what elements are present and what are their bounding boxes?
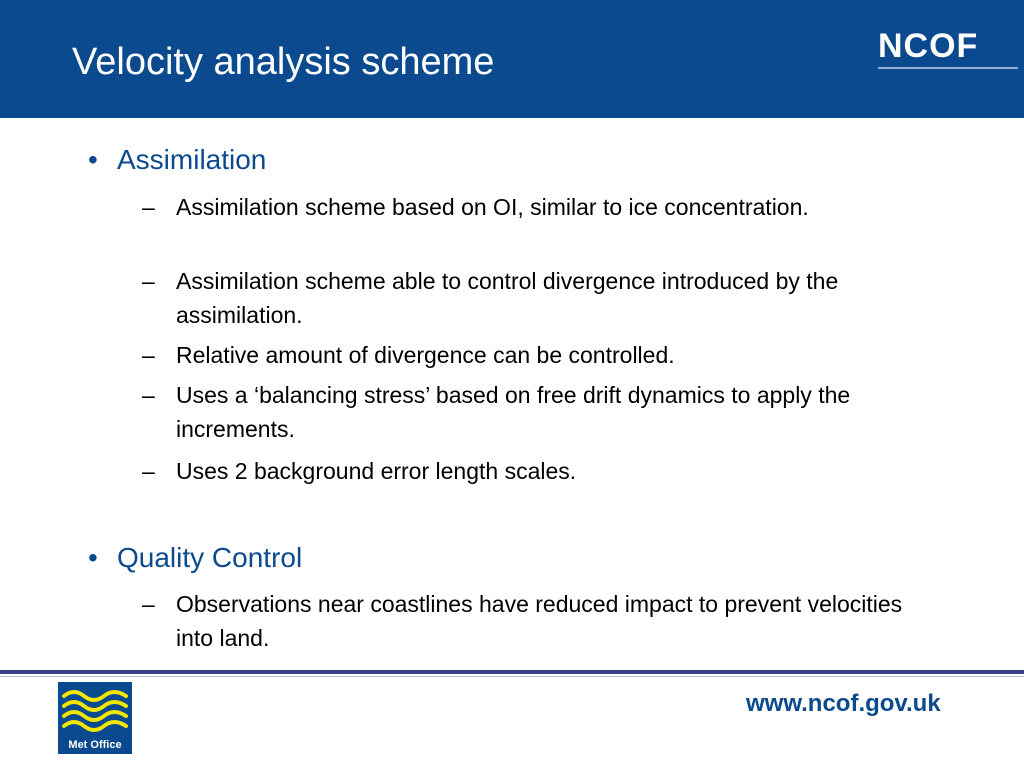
dash-icon: – [142, 342, 155, 368]
list-item-text: Uses 2 background error length scales. [176, 458, 577, 484]
dash-icon: – [142, 268, 155, 294]
section-heading-text: Quality Control [117, 542, 303, 573]
logo-text: Met Office [68, 739, 122, 751]
list-item-text: Observations near coastlines have reduced impact to prevent velocities into land. [176, 591, 903, 651]
section-heading-text: Assimilation [117, 144, 267, 175]
footer-rule-thin [0, 676, 1024, 677]
bullet-icon: • [88, 144, 98, 175]
slide-title: Velocity analysis scheme [72, 41, 495, 83]
list-item-text: Uses a ‘balancing stress’ based on free drift dynamics to apply the increments. [176, 382, 851, 442]
list-item-text: Assimilation scheme able to control divergence introduced by the assimilation. [176, 268, 839, 328]
footer-url-link[interactable]: www.ncof.gov.uk [746, 690, 941, 717]
dash-icon: – [142, 591, 155, 617]
dash-icon: – [142, 382, 155, 408]
dash-icon: – [142, 458, 155, 484]
list-item-text: Assimilation scheme based on OI, similar to ice concentration. [176, 194, 809, 220]
bullet-icon: • [88, 542, 98, 573]
met-office-logo [58, 682, 132, 754]
ncof-brand: NCOF [878, 27, 979, 65]
dash-icon: – [142, 194, 155, 220]
footer-rule [0, 670, 1024, 674]
list-item-text: Relative amount of divergence can be controlled. [176, 342, 675, 368]
